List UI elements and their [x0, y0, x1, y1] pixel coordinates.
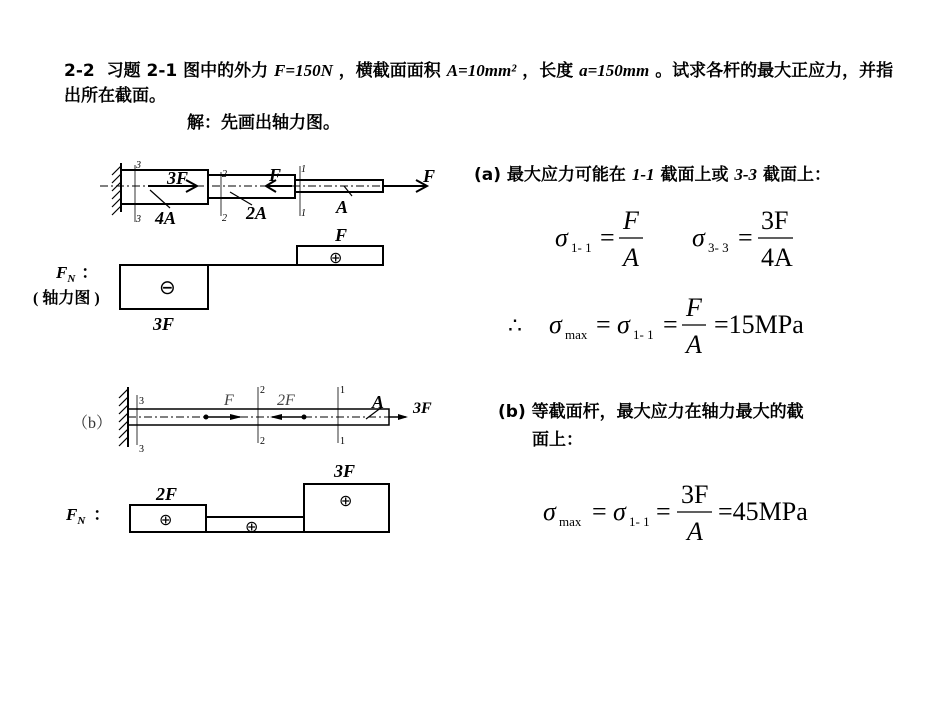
- svg-text:∴: ∴: [508, 313, 522, 338]
- b-area-label: A: [372, 392, 385, 412]
- svg-text:σ: σ: [613, 497, 626, 526]
- eq3-result: =15MPa: [714, 310, 804, 339]
- b-section-2-bottom: 2: [260, 436, 265, 447]
- svg-text:σ: σ: [555, 223, 568, 252]
- svg-text:A: A: [687, 517, 703, 546]
- positive-sign-icon: ⊕: [159, 512, 173, 529]
- section-1-top: 1: [301, 164, 306, 175]
- svg-text:=: =: [600, 223, 615, 252]
- svg-text:1- 1: 1- 1: [633, 327, 654, 342]
- b-section-2-top: 2: [260, 385, 265, 396]
- svg-text:3F: 3F: [681, 480, 709, 509]
- area-label-2a: 2A: [246, 203, 268, 223]
- b-section-1-top: 1: [340, 385, 345, 396]
- load-label-3f: 3F: [167, 168, 189, 188]
- section-1-bottom: 1: [301, 208, 306, 219]
- positive-sign-icon: ⊕: [339, 493, 353, 510]
- fn-b-value-2f: 2F: [156, 484, 178, 504]
- fn-top-value: F: [335, 225, 348, 245]
- svg-text:=: =: [596, 310, 611, 339]
- b-load-label-f: F: [224, 392, 234, 409]
- fn-bottom-value: 3F: [153, 314, 175, 334]
- section-2-bottom: 2: [222, 213, 227, 224]
- positive-sign-icon: ⊕: [329, 250, 343, 267]
- eq2-num: 3F: [761, 206, 789, 235]
- wall-b-hatch: [119, 389, 128, 446]
- fn-b-value-3f: 3F: [334, 461, 356, 481]
- equation-sigma-11: [555, 206, 643, 272]
- svg-text:max: max: [565, 327, 588, 342]
- part-b-tag: （b）: [72, 415, 113, 432]
- svg-text:1- 1: 1- 1: [571, 240, 592, 255]
- b-section-3-bottom: 3: [139, 444, 144, 455]
- eqb-result: =45MPa: [718, 497, 808, 526]
- svg-text:σ: σ: [549, 310, 562, 339]
- eq2-den: 4A: [761, 243, 793, 272]
- svg-text:=: =: [663, 310, 678, 339]
- load-label-f-end: F: [423, 166, 436, 186]
- equation-sigma-max-a: [508, 293, 804, 359]
- fn-b-label: $F_N$ ：: [66, 505, 111, 527]
- area-label-4a: 4A: [155, 208, 177, 228]
- svg-text:=: =: [592, 497, 607, 526]
- section-2-top: 2: [222, 169, 227, 180]
- b-load-label-3f: 3F: [413, 400, 432, 417]
- part-a-note: (a) 最大应力可能在 1-1 截面上或 3-3 截面上：: [474, 165, 831, 185]
- svg-text:σ: σ: [617, 310, 630, 339]
- svg-text:1- 1: 1- 1: [629, 514, 650, 529]
- svg-text:3- 3: 3- 3: [708, 240, 729, 255]
- b-load-label-2f: 2F: [277, 392, 295, 409]
- formulas: [470, 195, 940, 555]
- positive-sign-icon: ⊕: [245, 519, 259, 536]
- negative-sign-icon: ⊖: [159, 277, 176, 299]
- svg-text:σ: σ: [692, 223, 705, 252]
- section-3-bottom: 3: [136, 214, 141, 225]
- svg-text:=: =: [738, 223, 753, 252]
- load-label-f-mid: F: [269, 165, 282, 185]
- svg-text:max: max: [559, 514, 582, 529]
- solution-intro: 解：先画出轴力图。: [187, 113, 340, 133]
- svg-text:A: A: [686, 330, 702, 359]
- svg-text:σ: σ: [543, 497, 556, 526]
- part-b-note: (b) 等截面杆，最大应力在轴力最大的截 面上：: [498, 402, 804, 450]
- equation-sigma-33: [692, 206, 793, 272]
- problem-statement: 2-2 习题 2-1 图中的外力 F=150N ，横截面面积 A=10mm² ，长度 a=150mm 。试求各杆的最大正应力，并指出所在截面。: [64, 61, 894, 106]
- fn-label: $F_N$ ：: [56, 263, 99, 285]
- wall-hatch: [112, 166, 121, 215]
- svg-text:F: F: [623, 206, 639, 235]
- svg-text:A: A: [623, 243, 639, 272]
- problem-number: 2-2: [64, 61, 95, 81]
- section-3-top: 3: [136, 160, 141, 171]
- axial-caption: ( 轴力图 ): [33, 290, 100, 307]
- equation-sigma-max-b: [543, 480, 808, 546]
- area-label-a: A: [336, 197, 349, 217]
- part-b-diagram: [0, 345, 470, 545]
- b-section-1-bottom: 1: [340, 436, 345, 447]
- svg-text:F: F: [686, 293, 702, 322]
- svg-text:=: =: [656, 497, 671, 526]
- part-a-diagram: [0, 0, 470, 345]
- b-section-3-top: 3: [139, 396, 144, 407]
